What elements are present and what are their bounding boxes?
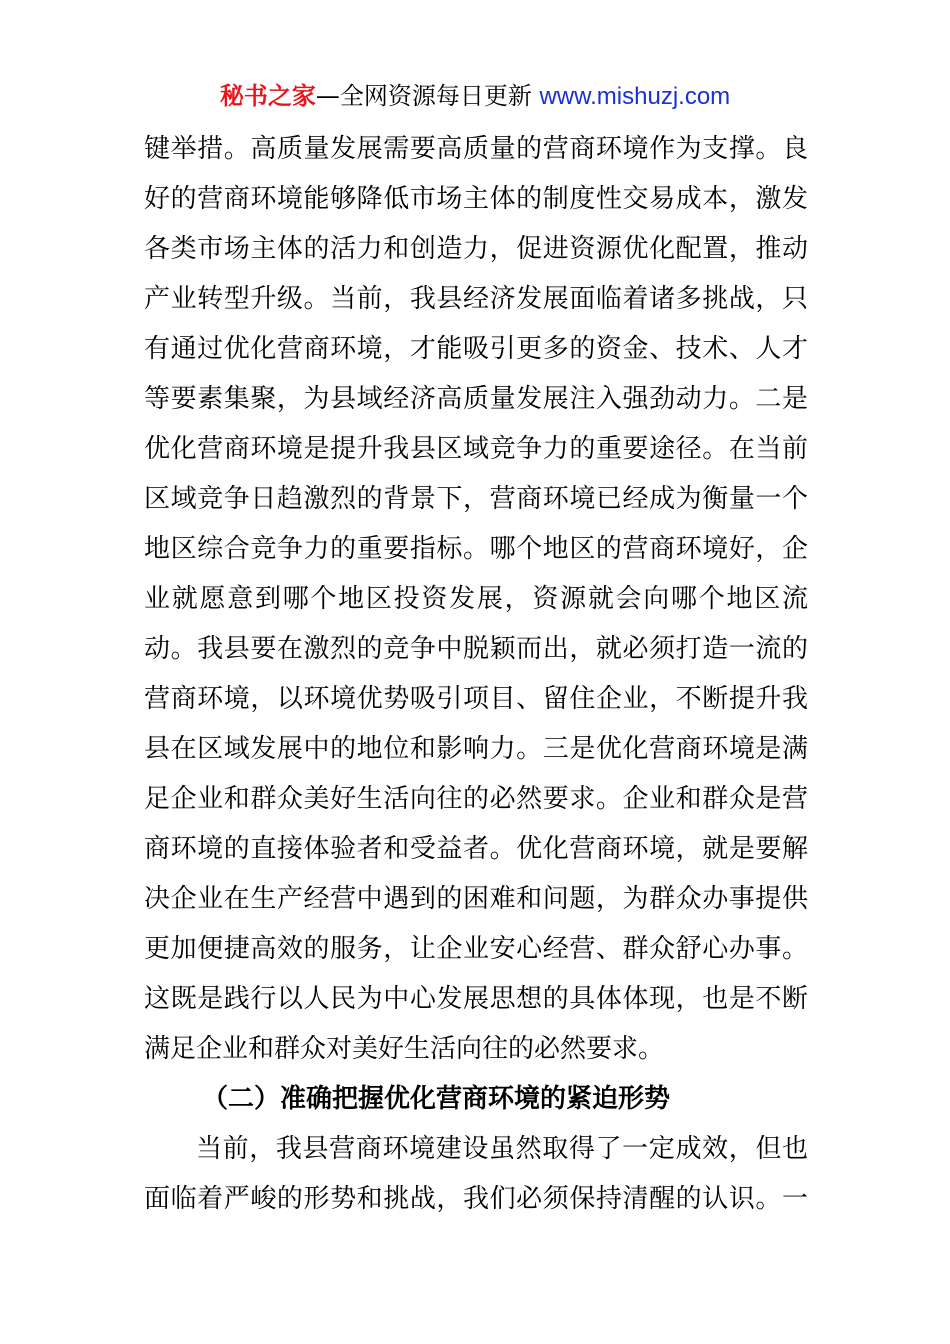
body-line: 商环境的直接体验者和受益者。优化营商环境，就是要解 xyxy=(144,834,808,864)
body-line: 优化营商环境是提升我县区域竞争力的重要途径。在当前 xyxy=(144,434,808,464)
section-line: 当前，我县营商环境建设虽然取得了一定成效，但也 xyxy=(196,1134,808,1164)
body-line: 业就愿意到哪个地区投资发展，资源就会向哪个地区流 xyxy=(144,584,808,614)
body-line: 产业转型升级。当前，我县经济发展面临着诸多挑战，只 xyxy=(144,284,808,314)
document-body xyxy=(144,124,808,1224)
body-line: 好的营商环境能够降低市场主体的制度性交易成本，激发 xyxy=(144,184,808,214)
body-line: 有通过优化营商环境，才能吸引更多的资金、技术、人才 xyxy=(144,334,808,364)
body-line: 这既是践行以人民为中心发展思想的具体体现，也是不断 xyxy=(144,984,808,1014)
body-line: 键举措。高质量发展需要高质量的营商环境作为支撑。良 xyxy=(144,134,808,164)
body-line: 决企业在生产经营中遇到的困难和问题，为群众办事提供 xyxy=(144,884,808,914)
body-line-last: 满足企业和群众对美好生活向往的必然要求。 xyxy=(144,1034,665,1064)
body-line: 各类市场主体的活力和创造力，促进资源优化配置，推动 xyxy=(144,234,808,264)
header-tagline: —全网资源每日更新 xyxy=(315,82,540,110)
body-line: 动。我县要在激烈的竞争中脱颖而出，就必须打造一流的 xyxy=(144,634,808,664)
body-line: 等要素集聚，为县域经济高质量发展注入强劲动力。二是 xyxy=(144,384,808,414)
body-line: 更加便捷高效的服务，让企业安心经营、群众舒心办事。 xyxy=(144,934,808,964)
header-url[interactable]: www.mishuzj.com xyxy=(539,83,731,110)
body-line: 地区综合竞争力的重要指标。哪个地区的营商环境好，企 xyxy=(144,534,808,564)
section-line: 面临着严峻的形势和挑战，我们必须保持清醒的认识。一 xyxy=(144,1184,808,1214)
section-heading: （二）准确把握优化营商环境的紧迫形势 xyxy=(202,1084,671,1114)
header-brand: 秘书之家 xyxy=(219,82,316,110)
page-header xyxy=(0,78,950,115)
body-line: 足企业和群众美好生活向往的必然要求。企业和群众是营 xyxy=(144,784,808,814)
body-line: 区域竞争日趋激烈的背景下，营商环境已经成为衡量一个 xyxy=(144,484,808,514)
body-line: 营商环境，以环境优势吸引项目、留住企业，不断提升我 xyxy=(144,684,808,714)
body-line: 县在区域发展中的地位和影响力。三是优化营商环境是满 xyxy=(144,734,808,764)
